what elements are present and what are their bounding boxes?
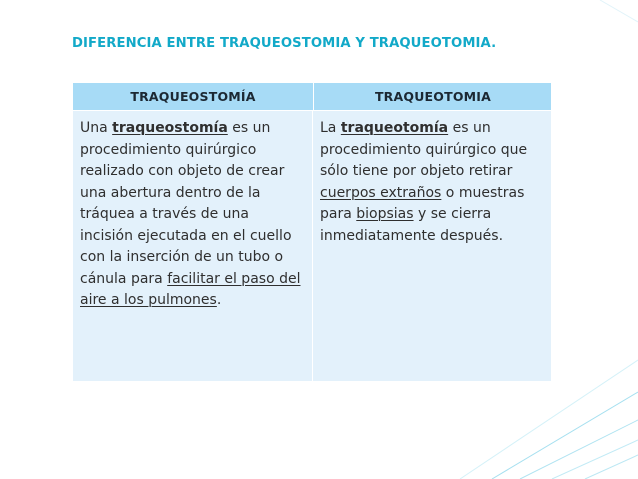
link-cuerpos-extranos[interactable]: cuerpos extraños	[320, 184, 442, 201]
header-traqueotomia: TRAQUEOTOMIA	[374, 89, 492, 104]
text-segment: La	[320, 120, 341, 136]
table-body-row	[73, 111, 551, 381]
term-traqueostomia-link[interactable]: traqueostomía	[112, 120, 228, 136]
slide-title: DIFERENCIA ENTRE TRAQUEOSTOMIA Y TRAQUEOTOMIA.	[72, 36, 497, 51]
cell-traqueostomia-definition	[73, 111, 313, 381]
link-paso-del-aire[interactable]: facilitar el paso del aire a los pulmones	[80, 270, 301, 308]
table-header-row	[73, 83, 551, 111]
header-traqueostomia: TRAQUEOSTOMÍA	[73, 83, 314, 110]
text-segment: y se cierra inmediatamente después.	[320, 206, 504, 244]
cell-traqueotomia-definition	[313, 111, 551, 381]
comparison-table	[72, 82, 552, 380]
text-segment: Una	[80, 120, 113, 136]
text-segment: es un procedimiento quirúrgico realizado con objeto de crear una abertura dentro de la tráquea a través de una incisión ejecutada en el cuello con la inserción de un tubo o cánula para	[80, 120, 292, 287]
text-segment: .	[216, 292, 222, 308]
term-traqueotomia-link[interactable]: traqueotomía	[340, 120, 449, 136]
text-segment: o muestras para	[320, 184, 525, 222]
link-biopsias[interactable]: biopsias	[356, 206, 414, 222]
text-segment: es un procedimiento quirúrgico que sólo tiene por objeto retirar	[320, 120, 528, 179]
